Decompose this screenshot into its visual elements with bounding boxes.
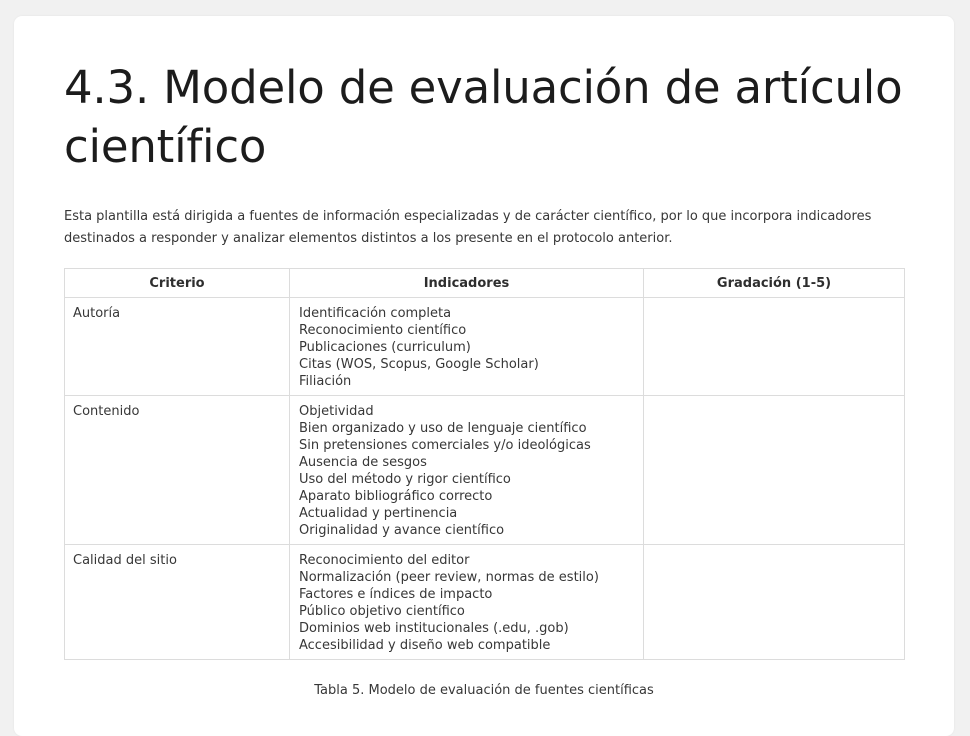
criterio-cell: Autoría <box>65 298 290 396</box>
table-row <box>65 396 905 545</box>
table-caption: Tabla 5. Modelo de evaluación de fuentes científicas <box>314 683 654 698</box>
indicador-item: Aparato bibliográfico correcto <box>299 489 493 504</box>
column-header-criterio: Criterio <box>65 269 290 298</box>
table-row <box>65 545 905 660</box>
page-title: 4.3. Modelo de evaluación de artículo científico <box>64 61 903 173</box>
indicador-item: Objetividad <box>299 404 374 419</box>
column-header-indicadores: Indicadores <box>290 269 644 298</box>
indicador-item: Ausencia de sesgos <box>299 455 427 470</box>
indicador-item: Citas (WOS, Scopus, Google Scholar) <box>299 357 539 372</box>
indicador-item: Actualidad y pertinencia <box>299 506 458 521</box>
indicadores-cell <box>290 396 644 545</box>
indicador-item: Originalidad y avance científico <box>299 523 505 538</box>
table-body <box>65 298 905 660</box>
indicador-item: Factores e índices de impacto <box>299 587 493 602</box>
gradacion-cell <box>644 545 905 660</box>
indicador-item: Reconocimiento del editor <box>299 553 470 568</box>
intro-paragraph: Esta plantilla está dirigida a fuentes de información especializadas y de carácter científico, por lo que incorpora indicadores destinados a responder y analizar elementos distintos a los presente en el protocolo anterior. <box>64 209 872 246</box>
indicador-item: Filiación <box>299 374 352 389</box>
indicador-item: Bien organizado y uso de lenguaje científico <box>299 421 587 436</box>
gradacion-cell <box>644 396 905 545</box>
evaluation-table <box>64 268 905 660</box>
criterio-cell: Contenido <box>65 396 290 545</box>
indicador-item: Reconocimiento científico <box>299 323 467 338</box>
indicador-item: Dominios web institucionales (.edu, .gob) <box>299 621 569 636</box>
indicadores-cell <box>290 298 644 396</box>
indicador-item: Uso del método y rigor científico <box>299 472 511 487</box>
indicador-item: Público objetivo científico <box>299 604 465 619</box>
indicadores-cell <box>290 545 644 660</box>
content-card <box>14 16 954 736</box>
criterio-cell: Calidad del sitio <box>65 545 290 660</box>
indicador-item: Identificación completa <box>299 306 452 321</box>
gradacion-cell <box>644 298 905 396</box>
indicador-item: Sin pretensiones comerciales y/o ideológicas <box>299 438 591 453</box>
indicador-item: Publicaciones (curriculum) <box>299 340 471 355</box>
article-content <box>64 58 904 698</box>
indicador-item: Normalización (peer review, normas de estilo) <box>299 570 599 585</box>
indicador-item: Accesibilidad y diseño web compatible <box>299 638 551 653</box>
column-header-gradacion: Gradación (1-5) <box>644 269 905 298</box>
table-header-row <box>65 269 905 298</box>
table-row <box>65 298 905 396</box>
